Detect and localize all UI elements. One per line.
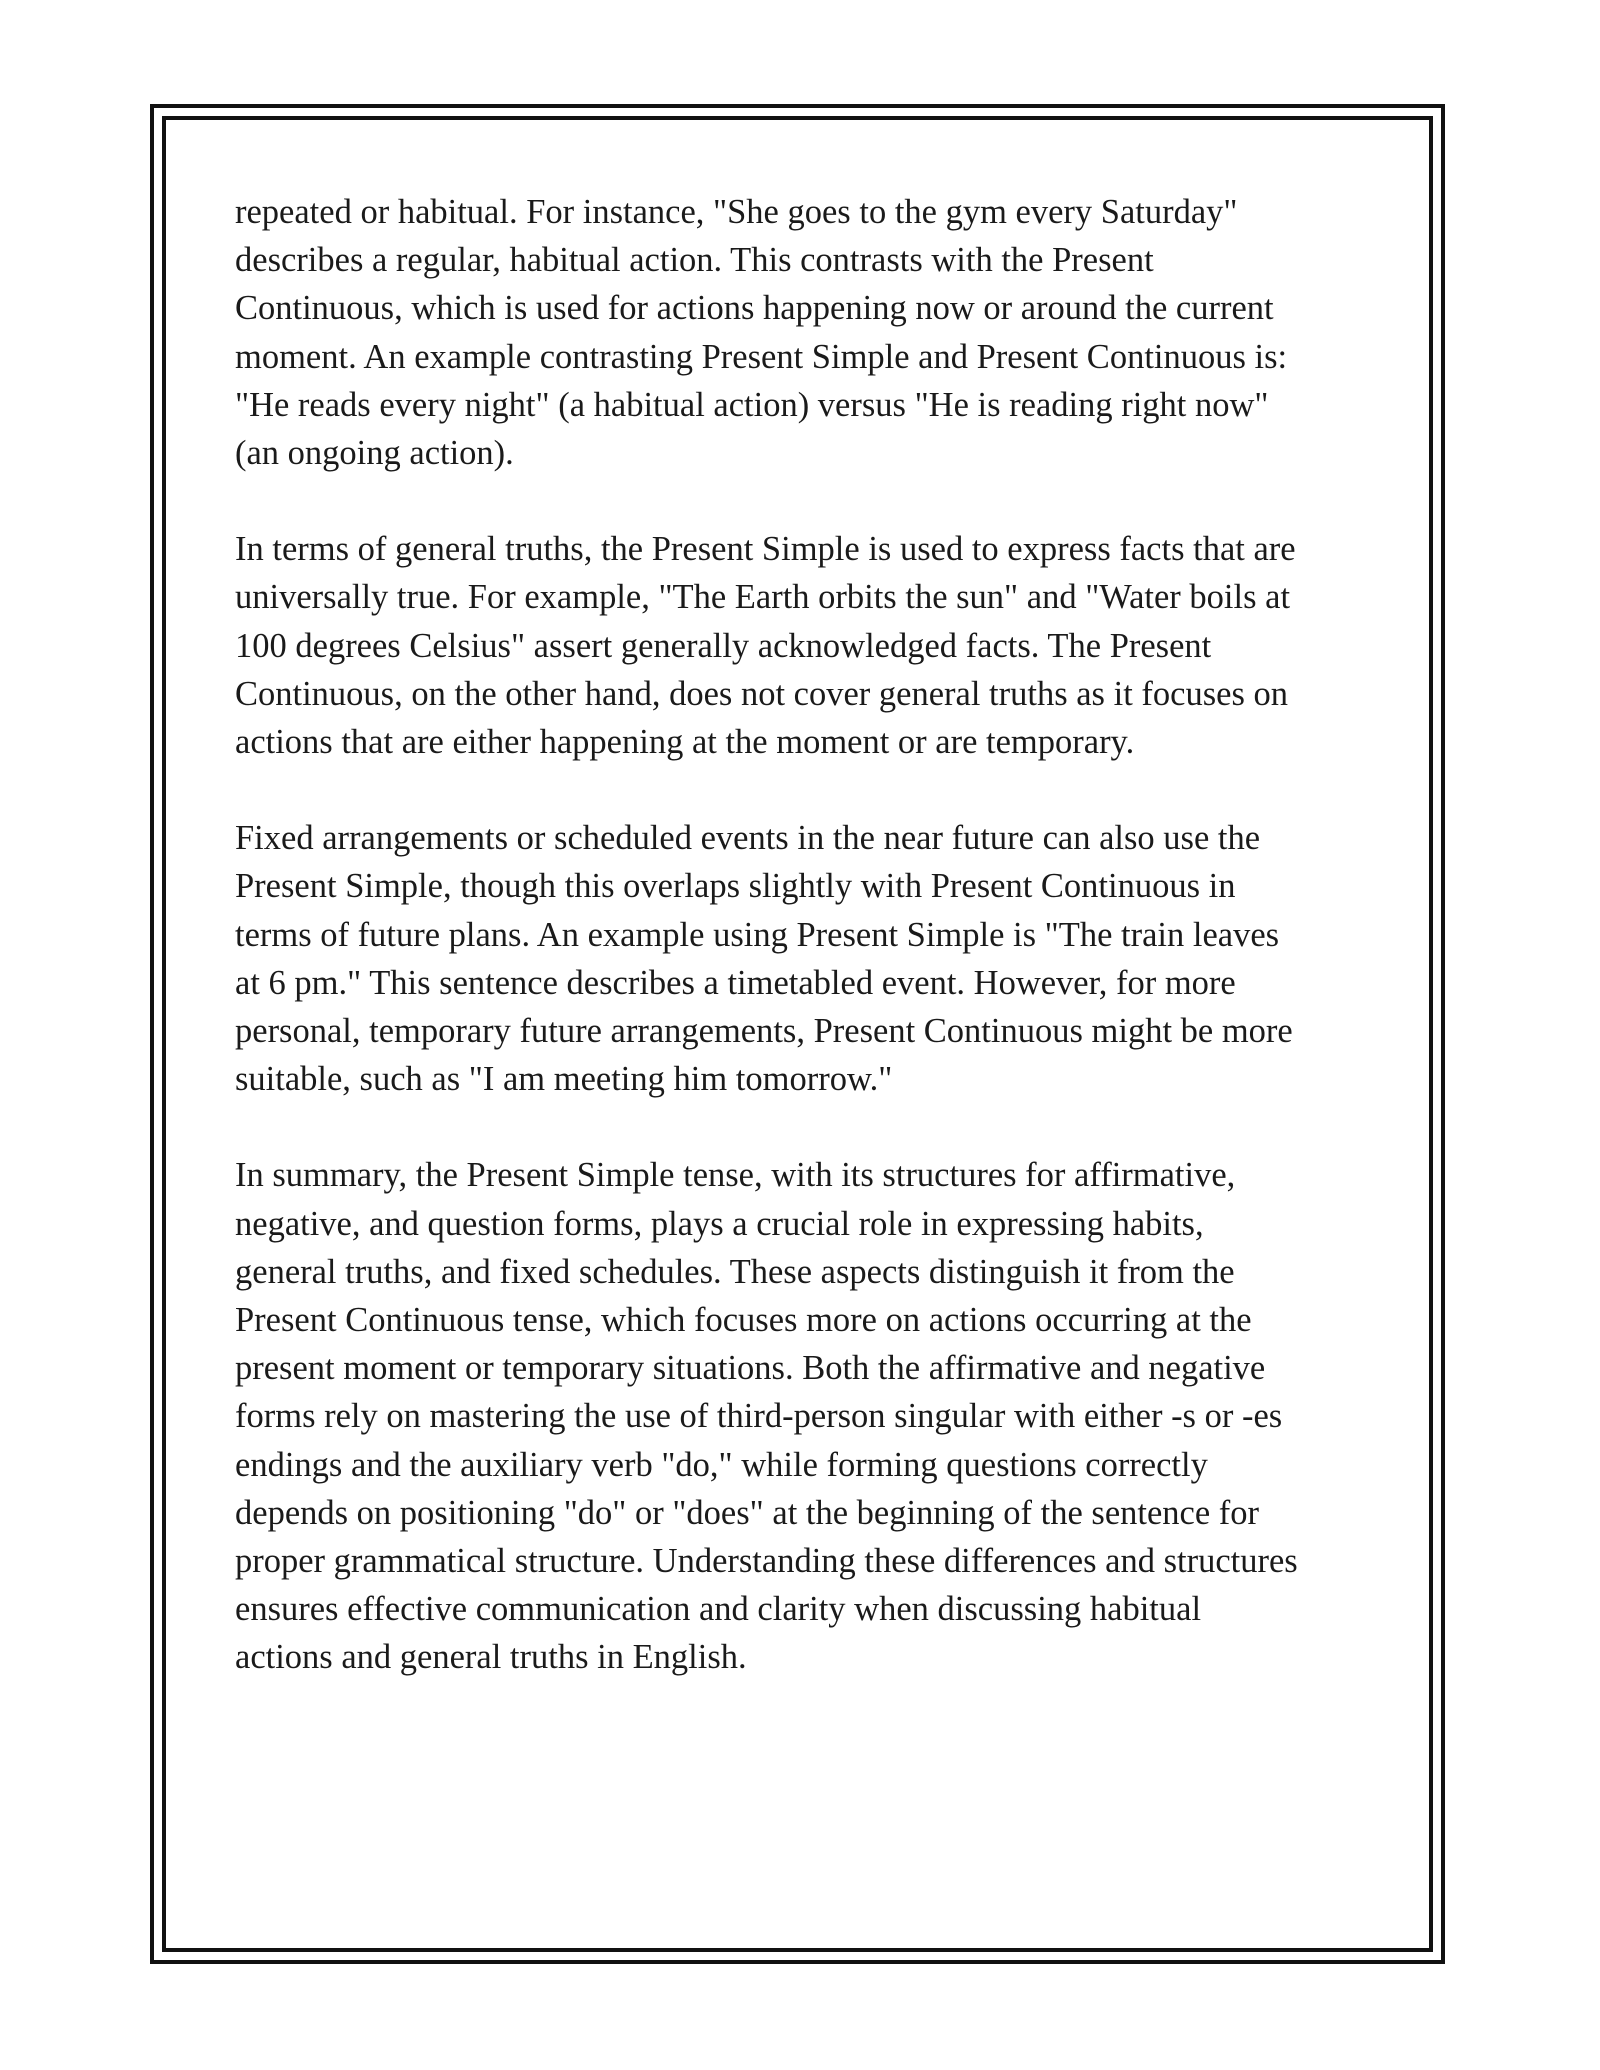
text-line: In terms of general truths, the Present Simple is used to express facts that are bbox=[235, 530, 1296, 569]
text-line: Continuous, which is used for actions happening now or around the current bbox=[235, 289, 1274, 328]
text-line: repeated or habitual. For instance, "She goes to the gym every Saturday" bbox=[235, 193, 1238, 231]
text-line: actions and general truths in English. bbox=[235, 1638, 747, 1677]
text-line: forms rely on mastering the use of third-person singular with either -s or -es bbox=[235, 1397, 1283, 1436]
text-line: depends on positioning "do" or "does" at the beginning of the sentence for bbox=[235, 1493, 1260, 1532]
text-line: present moment or temporary situations. Both the affirmative and negative bbox=[235, 1349, 1266, 1388]
text-line: ensures effective communication and clarity when discussing habitual bbox=[235, 1590, 1202, 1629]
text-line: suitable, such as "I am meeting him tomorrow." bbox=[235, 1060, 893, 1099]
text-line: 100 degrees Celsius" assert generally acknowledged facts. The Present bbox=[235, 626, 1212, 665]
text-line: (an ongoing action). bbox=[235, 434, 514, 473]
text-line: terms of future plans. An example using Present Simple is "The train leaves bbox=[235, 915, 1280, 954]
paragraph-habitual-actions bbox=[235, 188, 1385, 477]
paragraph-fixed-arrangements bbox=[235, 814, 1385, 1103]
text-line: describes a regular, habitual action. This contrasts with the Present bbox=[235, 241, 1154, 280]
text-line: personal, temporary future arrangements, Present Continuous might be more bbox=[235, 1012, 1293, 1051]
paragraph-general-truths bbox=[235, 525, 1385, 766]
document-body bbox=[235, 188, 1385, 1730]
text-line: Present Continuous tense, which focuses more on actions occurring at the bbox=[235, 1301, 1252, 1340]
text-line: negative, and question forms, plays a crucial role in expressing habits, bbox=[235, 1204, 1204, 1243]
text-line: actions that are either happening at the moment or are temporary. bbox=[235, 723, 1135, 762]
paragraph-summary bbox=[235, 1151, 1385, 1681]
text-line: moment. An example contrasting Present Simple and Present Continuous is: bbox=[235, 337, 1288, 376]
text-line: general truths, and fixed schedules. These aspects distinguish it from the bbox=[235, 1252, 1235, 1291]
text-line: Fixed arrangements or scheduled events in the near future can also use the bbox=[235, 819, 1261, 858]
text-line: proper grammatical structure. Understanding these differences and structures bbox=[235, 1542, 1298, 1581]
text-line: Present Simple, though this overlaps slightly with Present Continuous in bbox=[235, 867, 1236, 906]
text-line: In summary, the Present Simple tense, with its structures for affirmative, bbox=[235, 1156, 1236, 1195]
text-line: "He reads every night" (a habitual action) versus "He is reading right now" bbox=[235, 385, 1269, 424]
text-line: universally true. For example, "The Earth orbits the sun" and "Water boils at bbox=[235, 578, 1291, 617]
text-line: Continuous, on the other hand, does not cover general truths as it focuses on bbox=[235, 674, 1288, 713]
text-line: at 6 pm." This sentence describes a timetabled event. However, for more bbox=[235, 963, 1236, 1002]
text-line: endings and the auxiliary verb "do," while forming questions correctly bbox=[235, 1445, 1208, 1484]
